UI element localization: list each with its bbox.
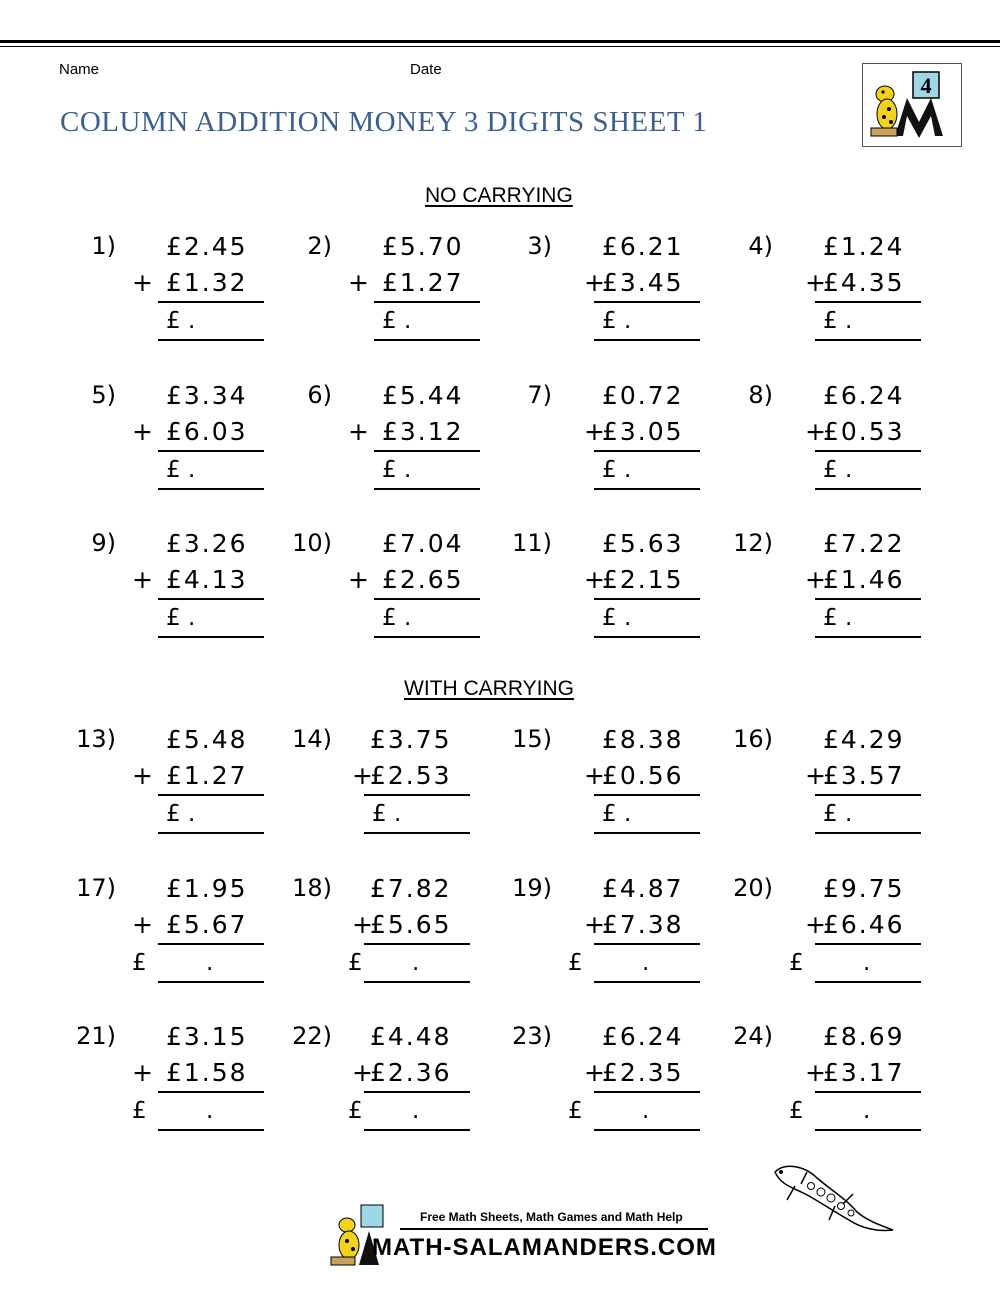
problem-number: 20) bbox=[733, 874, 773, 902]
answer-line bbox=[594, 488, 700, 490]
problem-number: 21) bbox=[76, 1022, 116, 1050]
sum-line bbox=[815, 943, 921, 945]
addend-top: £9.75 bbox=[823, 874, 905, 903]
problem-number: 16) bbox=[733, 725, 773, 753]
answer-box[interactable]: £ . bbox=[602, 308, 632, 334]
addend-bottom: £7.38 bbox=[602, 910, 684, 939]
plus-sign: + bbox=[584, 761, 605, 790]
problem-number: 14) bbox=[292, 725, 332, 753]
answer-line bbox=[364, 981, 470, 983]
problem-number: 18) bbox=[292, 874, 332, 902]
addend-top: £0.72 bbox=[602, 381, 684, 410]
addend-top: £4.87 bbox=[602, 874, 684, 903]
answer-line bbox=[364, 832, 470, 834]
addend-top: £3.26 bbox=[166, 529, 248, 558]
sum-line bbox=[594, 1091, 700, 1093]
addend-top: £4.29 bbox=[823, 725, 905, 754]
sum-line bbox=[158, 794, 264, 796]
answer-box[interactable]: £ . bbox=[382, 605, 412, 631]
addend-top: £6.24 bbox=[823, 381, 905, 410]
answer-pound-sign: £ bbox=[789, 950, 804, 976]
answer-box[interactable]: £ . bbox=[166, 801, 196, 827]
addend-bottom: £4.35 bbox=[823, 268, 905, 297]
answer-line bbox=[374, 636, 480, 638]
addend-top: £8.38 bbox=[602, 725, 684, 754]
problem-number: 15) bbox=[512, 725, 552, 753]
sum-line bbox=[364, 794, 470, 796]
answer-line bbox=[815, 1129, 921, 1131]
sum-line bbox=[158, 1091, 264, 1093]
addend-top: £1.95 bbox=[166, 874, 248, 903]
page-title: COLUMN ADDITION MONEY 3 DIGITS SHEET 1 bbox=[60, 106, 708, 138]
problem-number: 1) bbox=[91, 232, 116, 260]
sum-line bbox=[364, 943, 470, 945]
addend-bottom: £3.57 bbox=[823, 761, 905, 790]
salamander-icon bbox=[765, 1160, 895, 1240]
plus-sign: + bbox=[584, 268, 605, 297]
answer-box[interactable]: £ . bbox=[382, 308, 412, 334]
answer-line bbox=[158, 1129, 264, 1131]
addend-bottom: £1.32 bbox=[166, 268, 248, 297]
addend-top: £6.24 bbox=[602, 1022, 684, 1051]
problem-number: 6) bbox=[307, 381, 332, 409]
answer-decimal-point[interactable]: . bbox=[642, 950, 650, 976]
sum-line bbox=[815, 301, 921, 303]
addend-top: £7.82 bbox=[370, 874, 452, 903]
problem-number: 22) bbox=[292, 1022, 332, 1050]
name-label: Name bbox=[59, 61, 100, 78]
problem-number: 24) bbox=[733, 1022, 773, 1050]
addend-bottom: £1.27 bbox=[166, 761, 248, 790]
top-rule-thin bbox=[0, 46, 1000, 47]
answer-decimal-point[interactable]: . bbox=[412, 950, 420, 976]
problem-number: 4) bbox=[748, 232, 773, 260]
answer-box[interactable]: £ . bbox=[166, 308, 196, 334]
answer-line bbox=[158, 339, 264, 341]
addend-top: £5.44 bbox=[382, 381, 464, 410]
answer-box[interactable]: £ . bbox=[602, 801, 632, 827]
plus-sign: + bbox=[584, 910, 605, 939]
answer-box[interactable]: £ . bbox=[823, 605, 853, 631]
addend-bottom: £2.53 bbox=[370, 761, 452, 790]
answer-line bbox=[158, 636, 264, 638]
answer-line bbox=[594, 636, 700, 638]
problem-number: 23) bbox=[512, 1022, 552, 1050]
answer-decimal-point[interactable]: . bbox=[642, 1098, 650, 1124]
addend-bottom: £5.67 bbox=[166, 910, 248, 939]
addend-top: £8.69 bbox=[823, 1022, 905, 1051]
addend-bottom: £1.58 bbox=[166, 1058, 248, 1087]
addend-top: £4.48 bbox=[370, 1022, 452, 1051]
answer-line bbox=[594, 1129, 700, 1131]
sum-line bbox=[158, 450, 264, 452]
addend-bottom: £2.15 bbox=[602, 565, 684, 594]
plus-sign: + bbox=[805, 910, 826, 939]
sum-line bbox=[815, 1091, 921, 1093]
sum-line bbox=[158, 598, 264, 600]
addend-top: £5.48 bbox=[166, 725, 248, 754]
sum-line bbox=[158, 943, 264, 945]
sum-line bbox=[374, 450, 480, 452]
answer-decimal-point[interactable]: . bbox=[863, 1098, 871, 1124]
plus-sign: + bbox=[132, 761, 153, 790]
grade-logo bbox=[862, 63, 962, 147]
addend-top: £5.63 bbox=[602, 529, 684, 558]
plus-sign: + bbox=[584, 1058, 605, 1087]
answer-box[interactable]: £ . bbox=[602, 605, 632, 631]
plus-sign: + bbox=[584, 417, 605, 446]
answer-pound-sign: £ bbox=[132, 1098, 147, 1124]
section-heading: NO CARRYING bbox=[425, 184, 573, 207]
sum-line bbox=[594, 794, 700, 796]
addend-bottom: £3.05 bbox=[602, 417, 684, 446]
addend-bottom: £2.65 bbox=[382, 565, 464, 594]
footer-rule bbox=[400, 1228, 708, 1230]
addend-top: £7.04 bbox=[382, 529, 464, 558]
answer-box[interactable]: £ . bbox=[166, 605, 196, 631]
sum-line bbox=[815, 794, 921, 796]
problem-number: 7) bbox=[527, 381, 552, 409]
answer-line bbox=[815, 488, 921, 490]
problem-number: 10) bbox=[292, 529, 332, 557]
addend-top: £7.22 bbox=[823, 529, 905, 558]
answer-box[interactable]: £ . bbox=[823, 308, 853, 334]
footer-tagline: Free Math Sheets, Math Games and Math Help bbox=[420, 1210, 683, 1224]
plus-sign: + bbox=[352, 910, 373, 939]
plus-sign: + bbox=[348, 565, 369, 594]
addend-bottom: £1.27 bbox=[382, 268, 464, 297]
answer-box[interactable]: £ . bbox=[823, 457, 853, 483]
addend-bottom: £5.65 bbox=[370, 910, 452, 939]
plus-sign: + bbox=[132, 417, 153, 446]
answer-line bbox=[594, 981, 700, 983]
answer-box[interactable]: £ . bbox=[372, 801, 402, 827]
answer-box[interactable]: £ . bbox=[602, 457, 632, 483]
addend-bottom: £3.45 bbox=[602, 268, 684, 297]
answer-line bbox=[374, 488, 480, 490]
addend-top: £2.45 bbox=[166, 232, 248, 261]
answer-line bbox=[374, 339, 480, 341]
answer-pound-sign: £ bbox=[789, 1098, 804, 1124]
answer-line bbox=[158, 488, 264, 490]
problem-number: 13) bbox=[76, 725, 116, 753]
answer-line bbox=[158, 832, 264, 834]
plus-sign: + bbox=[348, 417, 369, 446]
top-rule bbox=[0, 40, 1000, 43]
addend-bottom: £4.13 bbox=[166, 565, 248, 594]
addend-top: £3.75 bbox=[370, 725, 452, 754]
problem-number: 2) bbox=[307, 232, 332, 260]
addend-bottom: £0.56 bbox=[602, 761, 684, 790]
section-heading: WITH CARRYING bbox=[404, 677, 574, 700]
problem-number: 8) bbox=[748, 381, 773, 409]
sum-line bbox=[364, 1091, 470, 1093]
plus-sign: + bbox=[805, 565, 826, 594]
sum-line bbox=[594, 301, 700, 303]
answer-pound-sign: £ bbox=[568, 950, 583, 976]
answer-line bbox=[815, 981, 921, 983]
answer-decimal-point[interactable]: . bbox=[412, 1098, 420, 1124]
salamander-illustration bbox=[765, 1160, 895, 1240]
answer-decimal-point[interactable]: . bbox=[206, 950, 214, 976]
answer-line bbox=[364, 1129, 470, 1131]
answer-line bbox=[594, 339, 700, 341]
addend-top: £3.34 bbox=[166, 381, 248, 410]
plus-sign: + bbox=[132, 1058, 153, 1087]
answer-line bbox=[815, 636, 921, 638]
answer-line bbox=[815, 339, 921, 341]
sum-line bbox=[594, 943, 700, 945]
answer-box[interactable]: £ . bbox=[382, 457, 412, 483]
sum-line bbox=[158, 301, 264, 303]
date-label: Date bbox=[410, 61, 442, 78]
addend-bottom: £1.46 bbox=[823, 565, 905, 594]
answer-box[interactable]: £ . bbox=[823, 801, 853, 827]
plus-sign: + bbox=[348, 268, 369, 297]
problem-number: 5) bbox=[91, 381, 116, 409]
addend-bottom: £2.36 bbox=[370, 1058, 452, 1087]
problem-number: 9) bbox=[91, 529, 116, 557]
sum-line bbox=[594, 598, 700, 600]
answer-pound-sign: £ bbox=[348, 1098, 363, 1124]
plus-sign: + bbox=[352, 761, 373, 790]
sum-line bbox=[594, 450, 700, 452]
plus-sign: + bbox=[132, 565, 153, 594]
answer-line bbox=[594, 832, 700, 834]
addend-top: £5.70 bbox=[382, 232, 464, 261]
plus-sign: + bbox=[805, 268, 826, 297]
addend-top: £6.21 bbox=[602, 232, 684, 261]
answer-line bbox=[815, 832, 921, 834]
answer-decimal-point[interactable]: . bbox=[863, 950, 871, 976]
problem-number: 17) bbox=[76, 874, 116, 902]
salamander-grade-icon bbox=[863, 64, 961, 146]
problem-number: 11) bbox=[512, 529, 552, 557]
sum-line bbox=[374, 598, 480, 600]
problem-number: 12) bbox=[733, 529, 773, 557]
plus-sign: + bbox=[805, 761, 826, 790]
footer-brand: MATH-SALAMANDERS.COM bbox=[372, 1234, 717, 1261]
problem-number: 3) bbox=[527, 232, 552, 260]
problem-number: 19) bbox=[512, 874, 552, 902]
answer-pound-sign: £ bbox=[348, 950, 363, 976]
plus-sign: + bbox=[132, 268, 153, 297]
plus-sign: + bbox=[584, 565, 605, 594]
addend-bottom: £6.03 bbox=[166, 417, 248, 446]
plus-sign: + bbox=[132, 910, 153, 939]
plus-sign: + bbox=[805, 417, 826, 446]
plus-sign: + bbox=[352, 1058, 373, 1087]
answer-line bbox=[158, 981, 264, 983]
sum-line bbox=[815, 450, 921, 452]
answer-decimal-point[interactable]: . bbox=[206, 1098, 214, 1124]
answer-pound-sign: £ bbox=[568, 1098, 583, 1124]
sum-line bbox=[815, 598, 921, 600]
plus-sign: + bbox=[805, 1058, 826, 1087]
grade-number: 4 bbox=[920, 73, 932, 98]
answer-pound-sign: £ bbox=[132, 950, 147, 976]
addend-bottom: £6.46 bbox=[823, 910, 905, 939]
sum-line bbox=[374, 301, 480, 303]
addend-top: £3.15 bbox=[166, 1022, 248, 1051]
addend-bottom: £3.17 bbox=[823, 1058, 905, 1087]
addend-top: £1.24 bbox=[823, 232, 905, 261]
addend-bottom: £2.35 bbox=[602, 1058, 684, 1087]
addend-bottom: £0.53 bbox=[823, 417, 905, 446]
addend-bottom: £3.12 bbox=[382, 417, 464, 446]
answer-box[interactable]: £ . bbox=[166, 457, 196, 483]
